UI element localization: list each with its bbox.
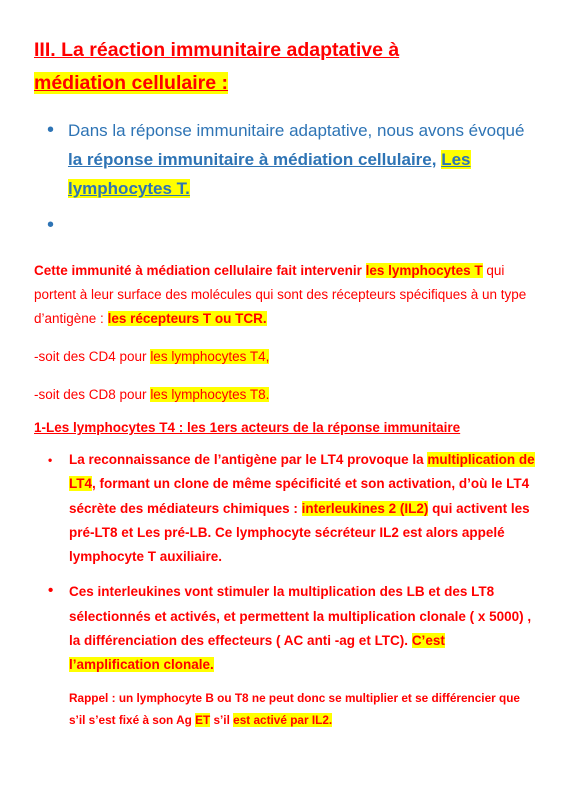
- highlight-active-il2: est activé par IL2.: [233, 712, 333, 727]
- title-line-2: médiation cellulaire :: [34, 72, 228, 94]
- highlight-il2: interleukines 2 (IL2): [301, 500, 429, 516]
- intro-bullet: [34, 116, 539, 203]
- empty-bullet: [34, 211, 539, 241]
- cd8-text: -soit des CD8 pour: [34, 387, 151, 402]
- bullet-text: La reconnaissance de l’antigène par le LT4 provoque la: [69, 452, 428, 467]
- highlight-lymphocytes-t: les lymphocytes T: [365, 263, 483, 278]
- rappel-text: Rappel : un lymphocyte B ou T8 ne peut donc se multiplier et se différencier que s’il s’est fixé à son Ag: [69, 690, 520, 727]
- bullet-text: , formant un clone de même spécificité et son activation, d’où le LT4 sécrète des médiateurs chimiques :: [69, 476, 530, 516]
- intro-link-cellulaire[interactable]: la réponse immunitaire à médiation cellulaire,: [68, 150, 437, 169]
- bullet-text: qui activent les pré-LT8 et Les pré-LB. Ce lymphocyte sécréteur IL2 est alors appelé lymphocyte T auxiliaire.: [69, 500, 530, 565]
- para-text: qui portent à leur surface des molécules qui sont des récepteurs spécifiques à un type d’antigène :: [34, 263, 527, 326]
- subsection-heading: 1-Les lymphocytes T4 : les 1ers acteurs de la réponse immunitaire: [34, 420, 461, 435]
- bullet-dot-icon: •: [48, 582, 54, 600]
- highlight-t4: les lymphocytes T4,: [150, 349, 270, 364]
- list-item: [34, 580, 539, 677]
- highlight-tcr: les récepteurs T ou TCR.: [107, 311, 267, 326]
- bullet-dot-icon: •: [47, 214, 55, 236]
- t4-list: [34, 448, 539, 678]
- bullet-text: Ces interleukines vont stimuler la multiplication des LB et des LT8 sélectionnés et activés, et permettent la multiplication clonale ( x 5000) , la différenciation des effecteurs ( AC anti -ag et LTC).: [69, 584, 532, 649]
- highlight-et: ET: [195, 712, 211, 727]
- bullet-dot-icon: •: [48, 453, 53, 467]
- intro-list: [34, 116, 539, 241]
- rappel-note: [34, 687, 539, 731]
- rappel-text: s’il: [210, 712, 234, 727]
- highlight-multiplication: multiplication de LT4: [69, 452, 535, 492]
- intro-link-lymphocytes[interactable]: Les lymphocytes T.: [68, 150, 471, 198]
- cd4-text: -soit des CD4 pour: [34, 349, 151, 364]
- bullet-dot-icon: •: [47, 119, 55, 141]
- document-page: [34, 34, 539, 731]
- para-text: Cette immunité à médiation cellulaire fait intervenir: [34, 263, 366, 278]
- line-cd4: [34, 345, 539, 369]
- highlight-t8: les lymphocytes T8.: [150, 387, 270, 402]
- highlight-amplification: C’est l’amplification clonale.: [69, 633, 445, 673]
- section-title: [34, 34, 539, 100]
- intro-text: Dans la réponse immunitaire adaptative, nous avons évoqué: [68, 121, 525, 140]
- title-line-1: III. La réaction immunitaire adaptative à: [34, 39, 400, 61]
- list-item: [34, 448, 539, 569]
- paragraph-immunite: [34, 259, 539, 331]
- line-cd8: [34, 383, 539, 407]
